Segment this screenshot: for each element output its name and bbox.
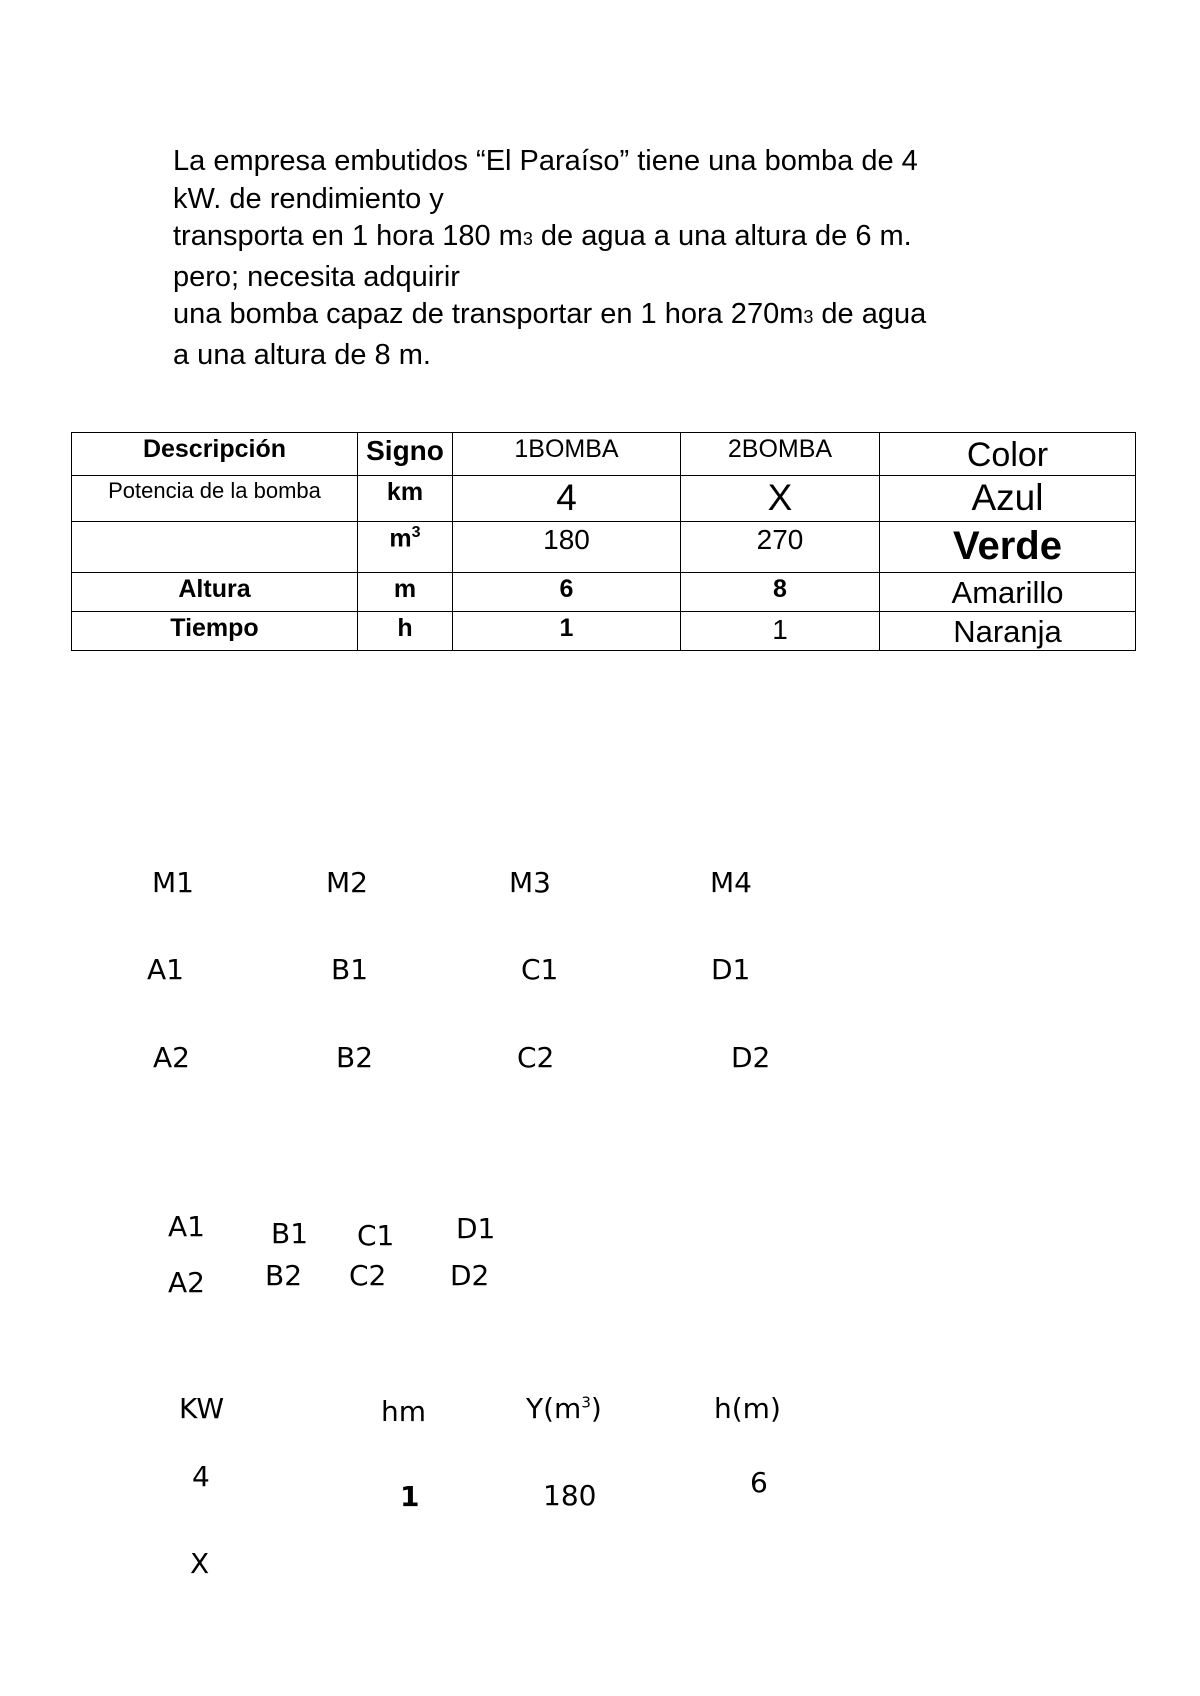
table-row <box>72 573 1136 612</box>
label-a2: A2 <box>153 1041 190 1074</box>
cell-descripcion: Potencia de la bomba <box>72 476 358 522</box>
value-x: X <box>190 1547 210 1580</box>
cell-2bomba: 1 <box>681 612 880 651</box>
cell-descripcion <box>72 522 358 573</box>
cell-signo: $m^3$ <box>358 522 453 573</box>
pump-comparison-table <box>71 432 1136 651</box>
label-m1: M1 <box>152 866 194 899</box>
cell-color: Verde <box>880 522 1136 573</box>
cell-1bomba: 180 <box>453 522 681 573</box>
label-y-m3: $Y(m^3)$ <box>526 1392 602 1425</box>
label-c2: C2 <box>517 1041 555 1074</box>
table-header-row <box>72 433 1136 476</box>
label-b1: B1 <box>331 953 369 986</box>
label-m4: M4 <box>710 866 752 899</box>
intro-line-3: transporta en 1 hora 180 m3 de agua a una altura de 6 m. <box>173 220 912 252</box>
cell-2bomba: 8 <box>681 573 880 612</box>
cell-1bomba: 1 <box>453 612 681 651</box>
label-d1: D1 <box>456 1212 496 1245</box>
label-hm: hm <box>381 1395 427 1428</box>
label-b2: B2 <box>336 1041 374 1074</box>
cell-descripcion: Altura <box>72 573 358 612</box>
header-signo: Signo <box>358 433 453 476</box>
label-c1: C1 <box>357 1219 395 1252</box>
label-a2: A2 <box>168 1266 205 1299</box>
intro-line-4: pero; necesita adquirir <box>173 260 460 293</box>
table-row <box>72 476 1136 522</box>
intro-line-6: a una altura de 8 m. <box>173 338 431 371</box>
problem-statement <box>173 143 1053 374</box>
value-hm: 1 <box>400 1480 420 1513</box>
label-c2: C2 <box>349 1259 387 1292</box>
cell-1bomba: 6 <box>453 573 681 612</box>
label-h-m: h(m) <box>714 1392 781 1425</box>
header-2bomba: 2BOMBA <box>681 433 880 476</box>
cell-descripcion: Tiempo <box>72 612 358 651</box>
value-kw: 4 <box>192 1460 210 1493</box>
cell-2bomba: 270 <box>681 522 880 573</box>
table-row <box>72 522 1136 573</box>
cell-1bomba: 4 <box>453 476 681 522</box>
label-d2: D2 <box>450 1259 490 1292</box>
header-1bomba: 1BOMBA <box>453 433 681 476</box>
header-color: Color <box>880 433 1136 476</box>
cell-2bomba: X <box>681 476 880 522</box>
cell-color: Azul <box>880 476 1136 522</box>
label-a1: A1 <box>147 953 184 986</box>
label-b1: B1 <box>271 1217 309 1250</box>
label-b2: B2 <box>265 1259 303 1292</box>
label-a1: A1 <box>168 1210 205 1243</box>
label-m2: M2 <box>326 866 368 899</box>
label-kw: KW <box>179 1392 225 1425</box>
label-d1: D1 <box>711 953 751 986</box>
intro-line-5: una bomba capaz de transportar en 1 hora 270m3 de agua <box>173 298 927 330</box>
intro-line-1: La empresa embutidos “El Paraíso” tiene una bomba de 4 <box>173 145 918 177</box>
cell-signo: km <box>358 476 453 522</box>
cell-signo: h <box>358 612 453 651</box>
label-m3: M3 <box>509 866 551 899</box>
label-c1: C1 <box>521 953 559 986</box>
table-row <box>72 612 1136 651</box>
intro-line-2: kW. de rendimiento y <box>173 182 444 215</box>
cell-color: Naranja <box>880 612 1136 651</box>
header-descripcion: Descripción <box>72 433 358 476</box>
label-d2: D2 <box>731 1041 771 1074</box>
value-h: 6 <box>750 1466 768 1499</box>
value-y: 180 <box>543 1479 597 1512</box>
cell-signo: m <box>358 573 453 612</box>
cell-color: Amarillo <box>880 573 1136 612</box>
